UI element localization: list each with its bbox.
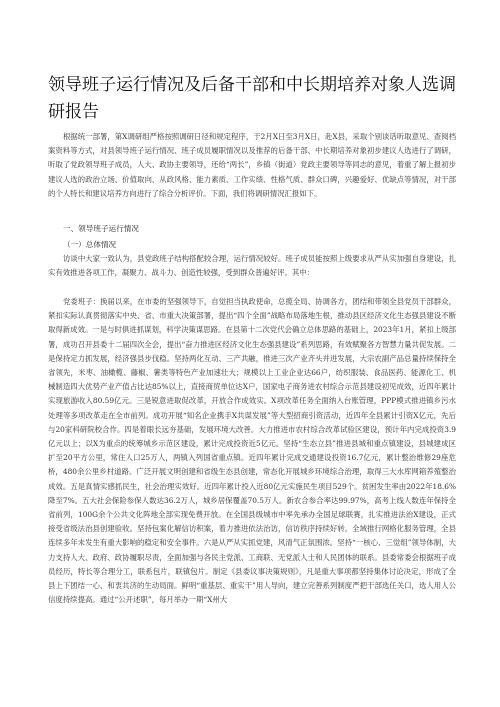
intro-paragraph: 根据统一部署，第X调研组严格按照调研日径和规定程序，于2月X日至3月X日，赴X县，采取个别谈话听取意见、查阅档案资料等方式，对县领导班子运行情况、班子成员履职情况以及推荐的后备干部、中长期培养对象初步建议人选进行了调研，听取了党政领导班子成员，人大、政协主要领导，还给“两长”，乡镇（街道）党政主要领导等同志的意见，着重了解上报初步建议人选的政治立场、价值取向、从政风格、能力素质、工作实绩、性格气质、群众口碑，兴趣爱好、优缺点等情况，对干部的个人特长和建议培养方向进行了综合分析评价。下面，我们将调研情况汇报如下。: [48, 132, 456, 198]
overview-paragraph: 访谈中大家一致认为，县党政班子结构搭配较合理，运行情况较好。班子成员能按照上级要求从严从实加强自身建设，扎实有效推进各项工作，凝聚力、战斗力、创造性较强，受到群众普遍好评。其中：: [48, 254, 456, 278]
subsection-heading-1: （一）总体情况: [63, 240, 117, 249]
report-title: 领导班子运行情况及后备干部和中长期培养对象人选调研报告: [48, 75, 456, 122]
body-paragraph: 党委班子：换届以来，在市委的坚强领导下，自觉担当执政使命，总揽全局、协调各方，团结和带领全县党员干部群众，紧扣实际认真贯彻落实中央、省、市重大决策部署，提出“四个全面”战略布局落地生根，推动县区经济文化生态强县建设不断取得新成效。一是与时俱进抓谋划，科学决策谋思路。在县第十二次党代会确立总体思路的基础上，2023年1月，紧扣上级部署，成功召开县委十二届四次全会，提出“奋力推进区经济文化生态强县建设”系列思路，有效赋聚各方智慧力量共促发展。二是保持定力抓发展，经济强县步伐稳。坚持两化互动、三产共融，推进三次产业齐头并进发展，大宗农副产品总量持续保持全省领先，米枣、油橄榄、藤椒、薯类等特色产业加速壮大；规模以上工业企业达66户，纺织服装、食品医药、能源化工、机械制造四大优势产业产值占比达85%以上，直接商贸单位达X户，国家电子商务进农村综合示范县建设初见成效，近四年累计实现旅游收入80.59亿元。三是锐意进取促改革，开放合作成效实。X项改革任务全面纳入台账管理，PPP模式推进镇乡污水处理等多项改革走在全市前列。成功开展“知名企业携手X共谋发展”等大型招商引资活动，近四年全县累计引资X亿元，先后与20家科研院校合作。四是着眼长远夯基础，发展环境大改善。大力推进市农村综合改革试验区建设，预计年内完成投资3.9亿元以上；以X为重点的统筹城乡示范区建设，累计完成投资近5亿元。坚持“生态立县”推进县城和重点镇建设，县城建成区扩至20平方公里，常住人口25万人，两镇入列国省重点镇。近四年累计完成交通建设投资16.7亿元，累计整治维修29座危桥，480余公里乡村道路。广泛开展文明创建和省级生态县创建，常态化开展城乡环境综合治理，取得三大水库网箱养殖整治成效。五是真情实感抓民生，社会治理实效好。近四年累计投入近80亿元实施民生项目529个。贫困发生率由2022年18.6%降至7%。五大社会保险参保人数达36.2万人，城乡居保覆盖70.5万人。新农合参合率达99.97%，高考上线人数连年保持全省前列，100G余个公共文化阵地全部实现免费开放。在全国县级城市中率先承办全国足球联赛，扎实推进法治X建设，正式接受省级法治县创建验收。坚持包案化解信访积案，着力推进依法治访，信访秩序持续好转。全域推行网格化服务管理，全县连续多年未发生有重大影响的稳定和安全事件。六是从严从实抓党建，风清气正氛围浓。坚持“一核心、三觉组”领导体制，大力支持人大、政府、政协履职尽责，全面加强与各民主党派、工商联、无党派人士和人民团体的联系。县委常委会根据班子成员经历，特长等合理分工，联系包片，联镇包片。制定《县委议事决策规则》，凡是重大事项都坚持集体讨论决定，形成了全县上下团结一心、和衷共济的生动局面。鲜明“重基层、重实干”用人导向，建立完善系列制度严把干部选任关口，选人用人公信度持续提高。通过“公开述职”，每月举办一期“X州大: [48, 297, 456, 605]
section-heading-1: 一、领导班子运行情况: [63, 224, 139, 233]
